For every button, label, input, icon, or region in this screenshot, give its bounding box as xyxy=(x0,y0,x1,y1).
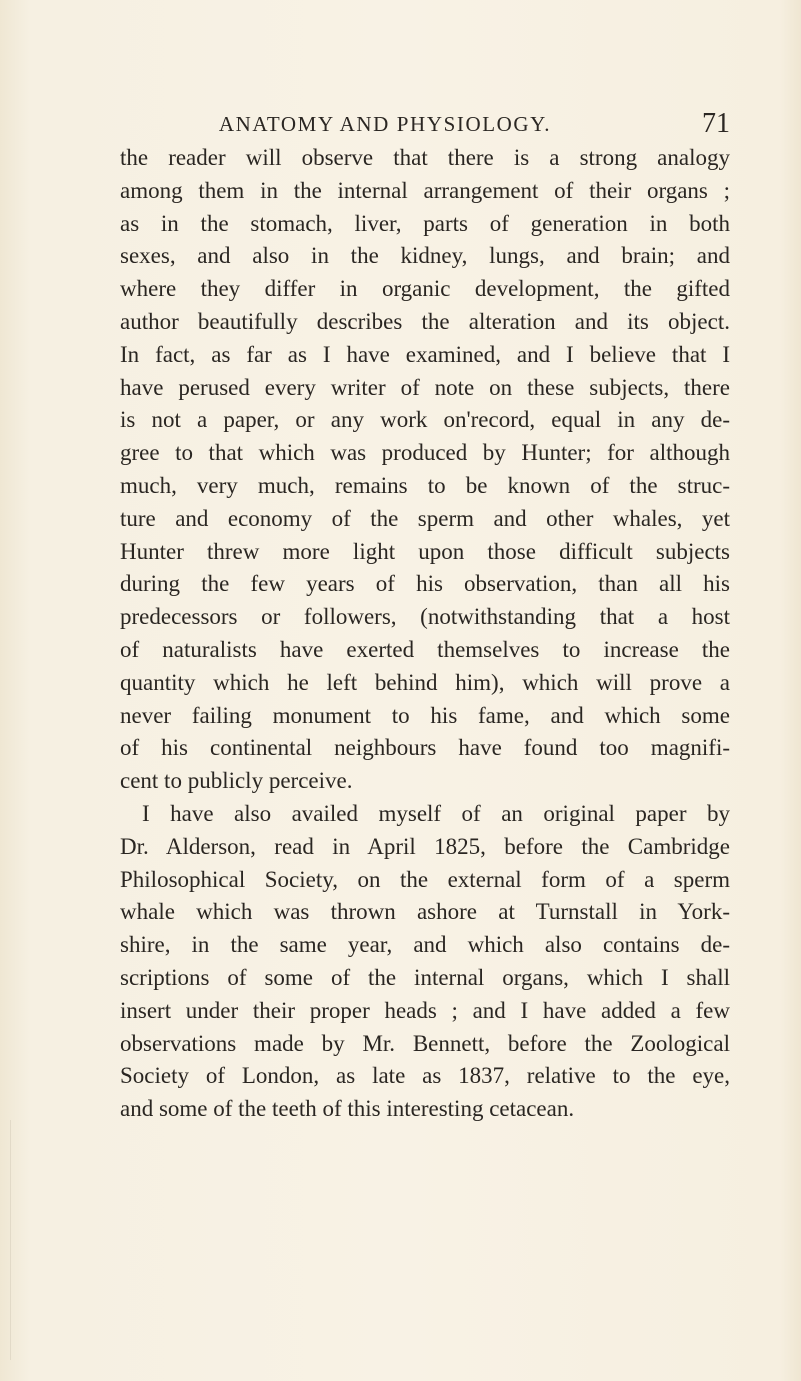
text-line: observations made by Mr. Bennett, before the Zoological xyxy=(120,1030,730,1056)
text-line: author beautifully describes the alteration and its object. xyxy=(120,308,730,334)
text-line: of naturalists have exerted themselves to increase the xyxy=(120,636,730,662)
running-title: ANATOMY AND PHYSIOLOGY. xyxy=(218,112,552,136)
text-line: among them in the internal arrangement of their organs ; xyxy=(120,177,730,203)
text-line: is not a paper, or any work on'record, equal in any de- xyxy=(120,407,730,433)
text-line: where they differ in organic development, the gifted xyxy=(120,276,730,302)
text-line: never failing monument to his fame, and which some xyxy=(120,702,730,728)
text-line: scriptions of some of the internal organs, which I shall xyxy=(120,964,730,990)
text-line: much, very much, remains to be known of the struc- xyxy=(120,472,730,498)
text-line: ture and economy of the sperm and other whales, yet xyxy=(120,505,730,531)
text-line: quantity which he left behind him), which will prove a xyxy=(120,669,730,695)
text-line: sexes, and also in the kidney, lungs, and brain; and xyxy=(120,243,730,269)
text-line: cent to publicly perceive. xyxy=(120,768,353,794)
text-line: Hunter threw more light upon those difficult subjects xyxy=(120,538,730,564)
text-line: predecessors or followers, (notwithstanding that a host xyxy=(120,604,730,630)
body-text xyxy=(120,142,730,1126)
text-line: Society of London, as late as 1837, relative to the eye, xyxy=(120,1063,730,1089)
text-line: the reader will observe that there is a strong analogy xyxy=(120,145,730,170)
text-line: shire, in the same year, and which also contains de- xyxy=(120,932,730,958)
text-line: as in the stomach, liver, parts of generation in both xyxy=(120,210,730,236)
text-line: gree to that which was produced by Hunter; for although xyxy=(120,440,730,466)
text-line: during the few years of his observation, than all his xyxy=(120,571,730,597)
text-line: I have also availed myself of an original paper by xyxy=(142,800,730,826)
text-line: insert under their proper heads ; and I have added a few xyxy=(120,997,730,1023)
text-line: and some of the teeth of this interesting cetacean. xyxy=(120,1096,575,1122)
text-line: Philosophical Society, on the external form of a sperm xyxy=(120,866,730,892)
text-line: Dr. Alderson, read in April 1825, before the Cambridge xyxy=(120,833,730,859)
page-edge-shadow xyxy=(10,1120,11,1360)
page-number: 71 xyxy=(702,108,730,139)
text-line: have perused every writer of note on these subjects, there xyxy=(120,374,730,400)
text-line: of his continental neighbours have found too magnifi- xyxy=(120,735,730,761)
text-line: whale which was thrown ashore at Turnstall in York- xyxy=(120,899,730,925)
page-header xyxy=(120,108,730,144)
text-line: In fact, as far as I have examined, and I believe that I xyxy=(120,341,730,367)
